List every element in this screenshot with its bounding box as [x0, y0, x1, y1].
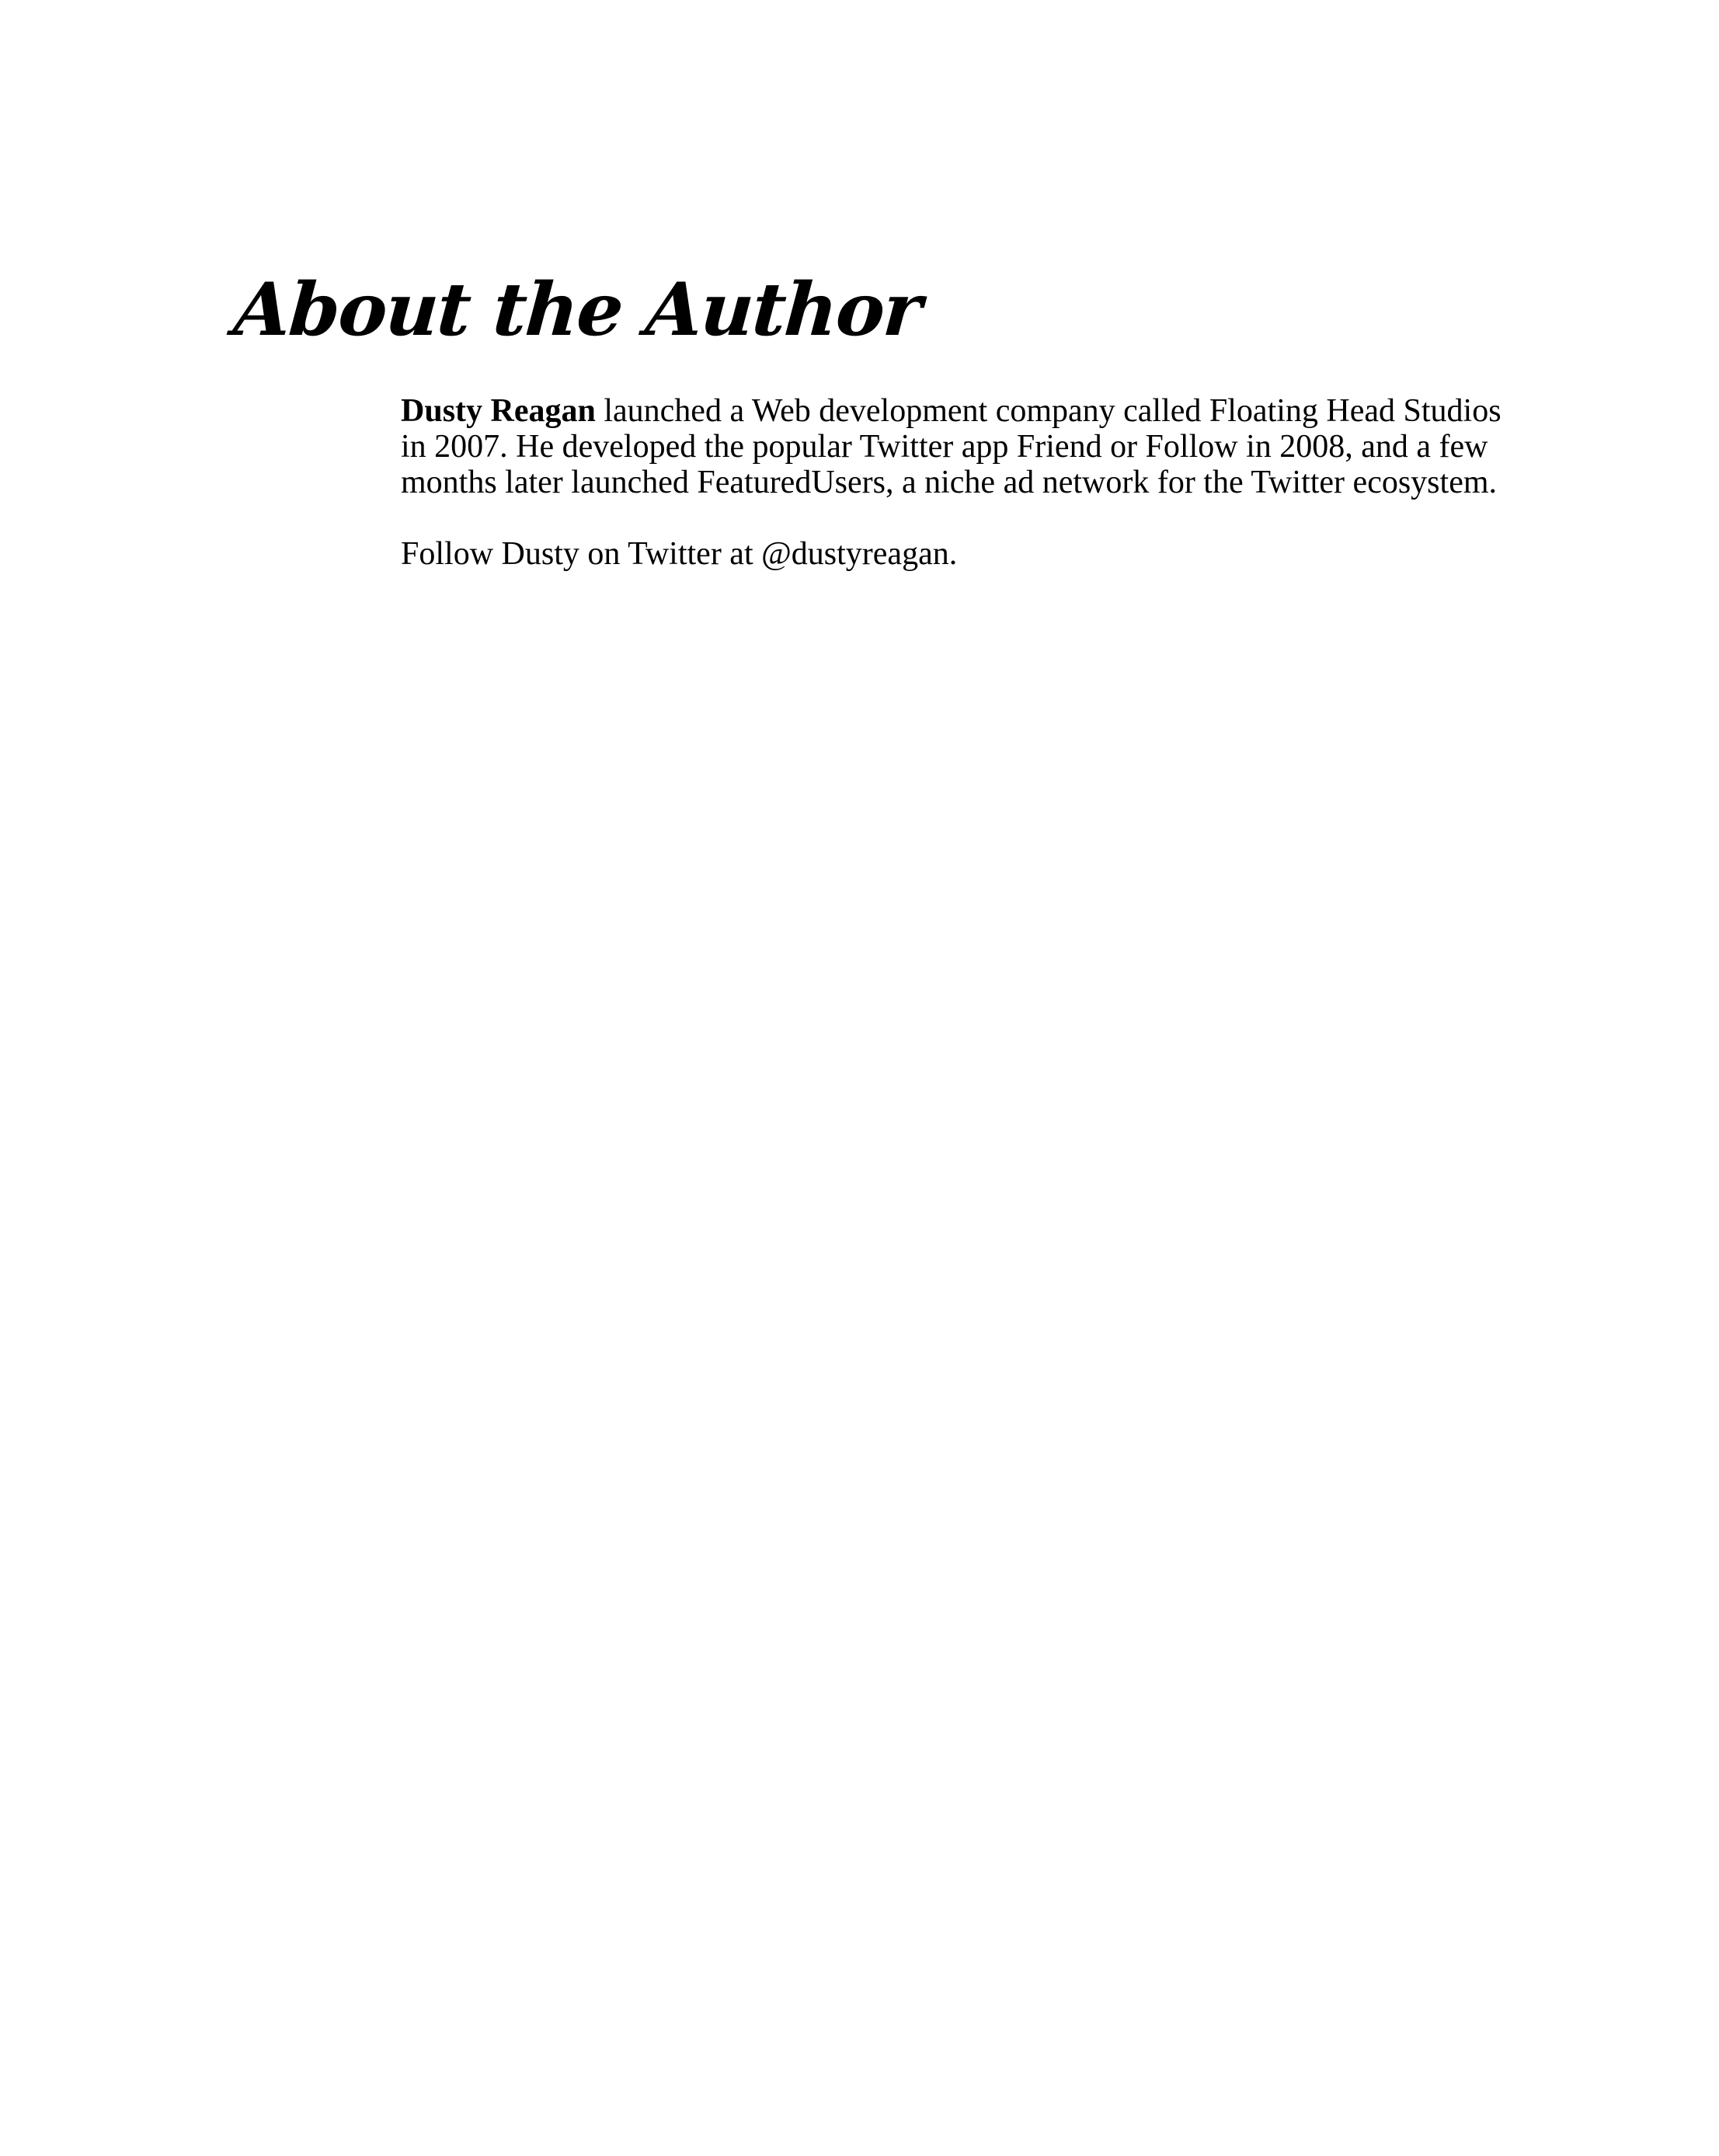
page-title: About the Author — [231, 267, 924, 353]
bio-paragraph — [401, 393, 1504, 500]
author-bio-section — [401, 393, 1504, 572]
author-name: Dusty Reagan — [401, 393, 596, 429]
bio-text: launched a Web development company called Floating Head Studios in 2007. He developed the popular Twitter app Friend or Follow in 2008, and a few months later launched FeaturedUsers, a niche ad network for the Twitter ecosystem. — [401, 393, 1502, 500]
follow-paragraph: Follow Dusty on Twitter at @dustyreagan. — [401, 536, 958, 572]
